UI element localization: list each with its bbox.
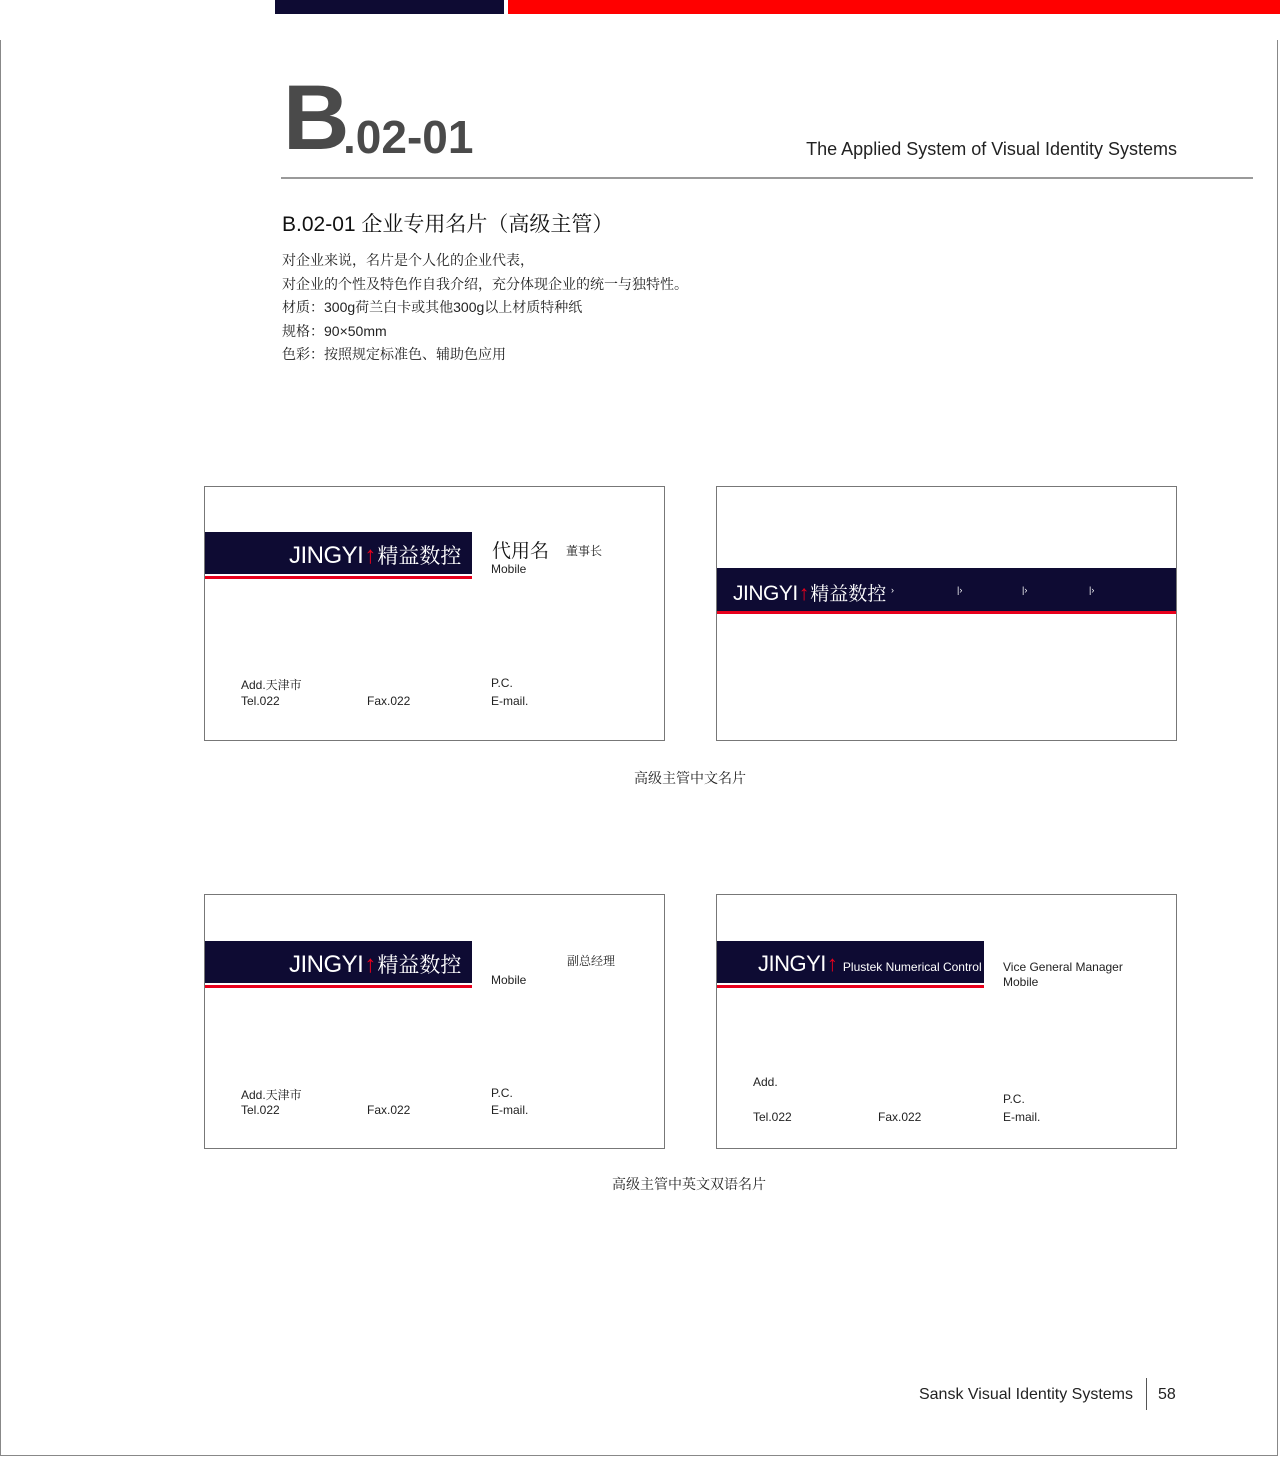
- caption-bilingual-cards: 高级主管中英文双语名片: [612, 1176, 766, 1192]
- description-line: 色彩：按照规定标准色、辅助色应用: [282, 346, 506, 362]
- card-email: E-mail.: [491, 1103, 529, 1117]
- section-code-letter: B: [283, 67, 348, 169]
- card-postcode: P.C.: [491, 676, 513, 690]
- business-card-bilingual-en: [716, 894, 1177, 1149]
- description-line: 材质：300g荷兰白卡或其他300g以上材质特种纸: [282, 299, 583, 315]
- caption-cn-cards: 高级主管中文名片: [634, 770, 746, 786]
- arrow-up-icon: ↑: [826, 951, 838, 976]
- card-email: E-mail.: [1003, 1110, 1041, 1124]
- arrow-up-icon: ↑: [364, 951, 377, 978]
- logo-text-cn: 精益数控: [377, 545, 462, 568]
- logo-text-en: JINGYI: [289, 542, 364, 569]
- pattern-mark: |›: [1089, 585, 1095, 595]
- card-postcode: P.C.: [491, 1086, 513, 1100]
- jingyi-logo: [733, 579, 886, 606]
- description-line: 对企业的个性及特色作自我介绍，充分体现企业的统一与独特性。: [282, 275, 688, 292]
- card-tel: Tel.022: [753, 1110, 792, 1124]
- description-line: 对企业来说，名片是个人化的企业代表，: [282, 252, 534, 268]
- arrow-up-icon: ↑: [798, 582, 810, 605]
- jingyi-logo-en: [758, 951, 982, 977]
- card-tel: Tel.022: [241, 694, 280, 708]
- card-name: 代用名: [492, 541, 550, 562]
- card-address: Add.天津市: [241, 1088, 302, 1102]
- card-title: Vice General Manager: [1003, 960, 1123, 974]
- footer-divider: [1146, 1378, 1147, 1410]
- card-mobile: Mobile: [491, 562, 527, 576]
- card-postcode: P.C.: [1003, 1092, 1025, 1106]
- card-address: Add.天津市: [241, 678, 302, 692]
- card-address: Add.: [753, 1075, 778, 1089]
- business-card-cn-front: [204, 486, 665, 741]
- business-card-bilingual-cn: [204, 894, 665, 1149]
- business-card-back: [716, 486, 1177, 741]
- arrow-up-icon: ↑: [364, 542, 377, 569]
- section-code-number: .02-01: [343, 111, 474, 163]
- pattern-mark: |›: [1022, 585, 1028, 595]
- card-band-accent: [205, 576, 472, 579]
- top-bar-navy: [275, 0, 504, 14]
- jingyi-logo: [289, 540, 461, 570]
- logo-text-en: JINGYI: [733, 582, 798, 605]
- pattern-mark: ›: [891, 585, 894, 595]
- section-title: B.02-01 企业专用名片（高级主管）: [282, 213, 614, 236]
- logo-text-cn: 精益数控: [377, 954, 462, 977]
- header-divider: [281, 177, 1253, 179]
- card-fax: Fax.022: [878, 1110, 922, 1124]
- logo-text-cn: 精益数控: [810, 584, 887, 605]
- card-mobile: Mobile: [1003, 975, 1039, 989]
- description-line: 规格：90×50mm: [282, 322, 387, 339]
- card-mobile: Mobile: [491, 973, 527, 987]
- card-band-accent: [717, 611, 1177, 614]
- logo-text-en: JINGYI: [289, 951, 364, 978]
- jingyi-logo: [289, 949, 461, 979]
- logo-text-en: JINGYI: [758, 951, 826, 976]
- card-title: 副总经理: [567, 954, 616, 968]
- card-band-accent: [205, 985, 472, 988]
- header-subtitle: The Applied System of Visual Identity Systems: [806, 139, 1177, 159]
- card-fax: Fax.022: [367, 1103, 411, 1117]
- page-number: 58: [1158, 1386, 1176, 1403]
- card-tel: Tel.022: [241, 1103, 280, 1117]
- card-title: 董事长: [566, 544, 603, 558]
- card-fax: Fax.022: [367, 694, 411, 708]
- card-band-accent: [717, 985, 984, 988]
- footer-title: Sansk Visual Identity Systems: [918, 1386, 1133, 1403]
- top-bar-red: [508, 0, 1280, 14]
- logo-text-en-full: Plustek Numerical Control: [842, 960, 982, 974]
- section-description: [282, 249, 688, 367]
- card-email: E-mail.: [491, 694, 529, 708]
- pattern-mark: |›: [957, 585, 963, 595]
